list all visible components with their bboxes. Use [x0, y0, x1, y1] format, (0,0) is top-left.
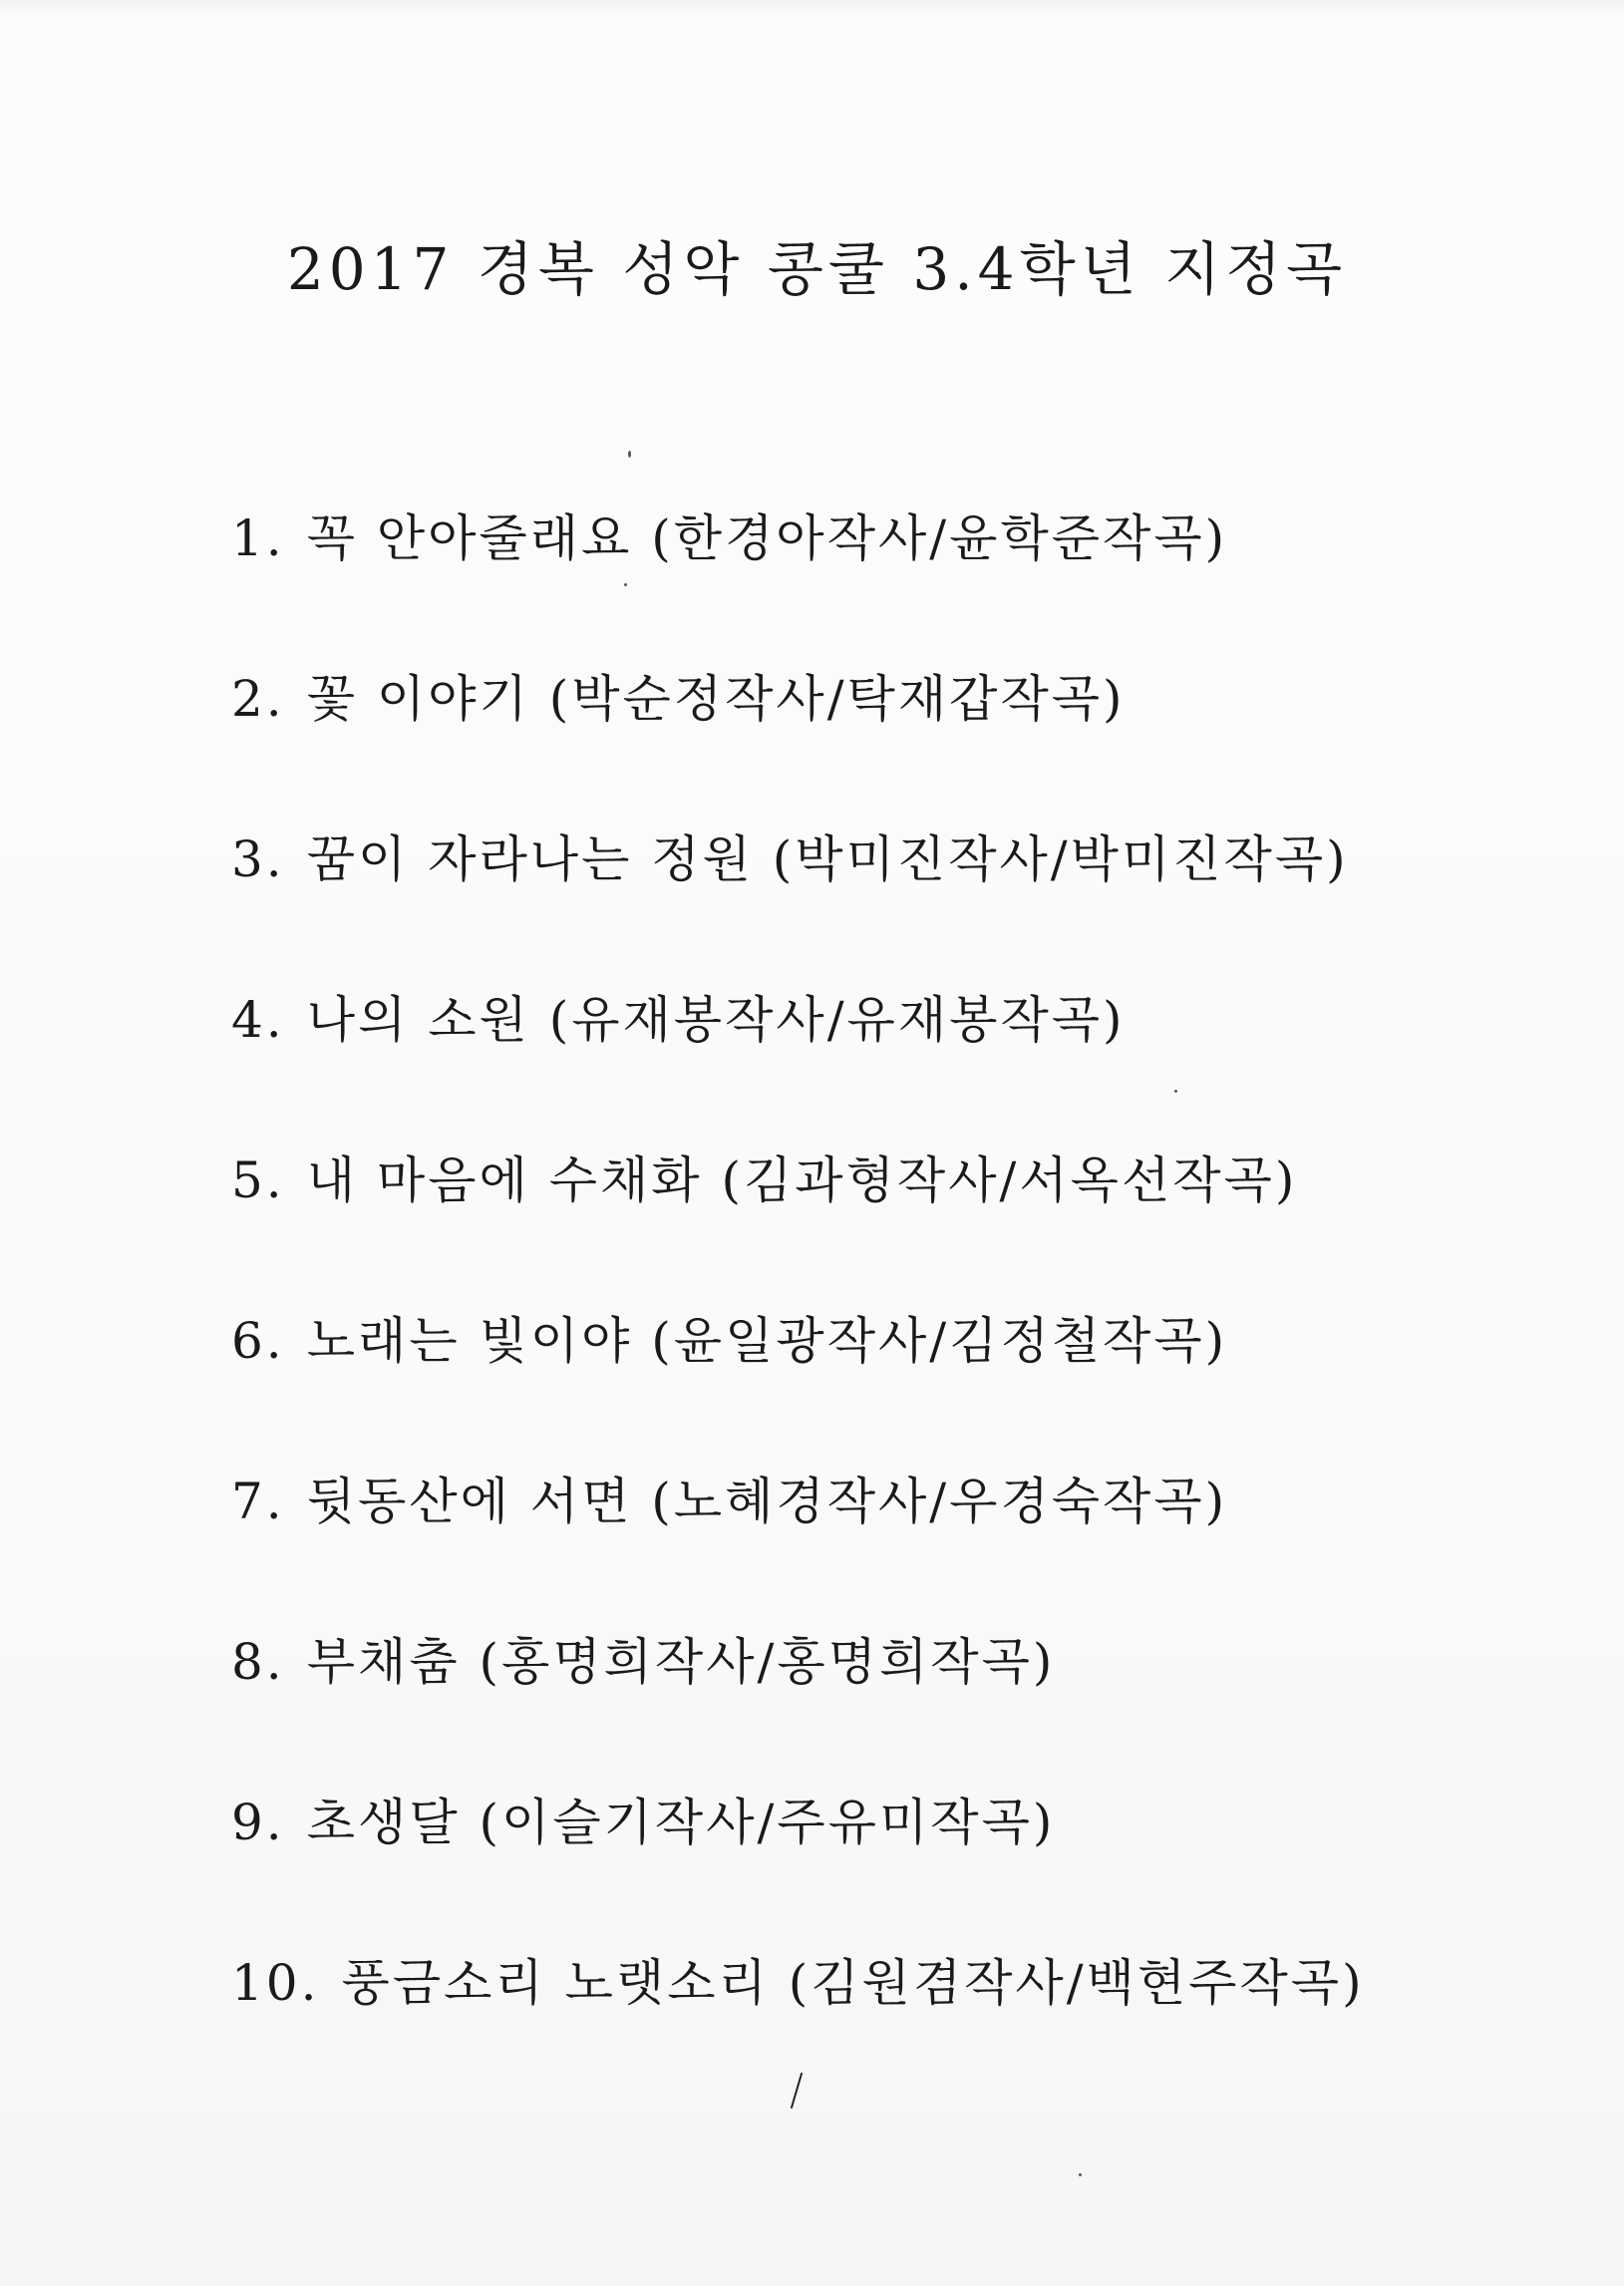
song-item: [231, 1948, 1428, 2109]
song-text: 나의 소원 (유재봉작사/유재봉작곡): [306, 991, 1126, 1049]
song-number: 2.: [231, 670, 285, 728]
song-number: 10.: [231, 1954, 320, 2012]
song-list: [231, 503, 1428, 2109]
song-item: [231, 1306, 1428, 1467]
document-title: 2017 경복 성악 콩쿨 3.4학년 지정곡: [286, 235, 1348, 303]
pen-stroke-mark: [788, 2072, 808, 2112]
scan-speck: [624, 583, 627, 586]
scan-speck: [1174, 1090, 1177, 1093]
song-item: [231, 1467, 1428, 1627]
song-item: [231, 664, 1428, 824]
song-number: 9.: [231, 1794, 285, 1851]
song-text: 노래는 빛이야 (윤일광작사/김정철작곡): [306, 1312, 1228, 1370]
song-text: 풍금소리 노랫소리 (김원겸작사/백현주작곡): [341, 1954, 1365, 2012]
song-number: 5.: [231, 1151, 285, 1209]
song-number: 1.: [231, 509, 285, 567]
song-number: 8.: [231, 1633, 285, 1691]
song-text: 꿈이 자라나는 정원 (박미진작사/박미진작곡): [306, 830, 1349, 888]
song-item: [231, 1145, 1428, 1306]
song-number: 6.: [231, 1312, 285, 1370]
song-number: 4.: [231, 991, 285, 1049]
song-item: [231, 503, 1428, 664]
song-text: 꽃 이야기 (박순정작사/탁재갑작곡): [306, 670, 1126, 728]
scan-shadow: [0, 0, 1624, 14]
song-item: [231, 1627, 1428, 1788]
song-text: 뒷동산에 서면 (노혜경작사/우경숙작곡): [306, 1472, 1228, 1530]
scan-speck: [628, 451, 631, 458]
song-text: 초생달 (이슬기작사/주유미작곡): [306, 1794, 1056, 1851]
scan-speck: [1079, 2173, 1082, 2176]
song-text: 내 마음에 수채화 (김과형작사/서옥선작곡): [306, 1151, 1298, 1209]
song-item: [231, 1788, 1428, 1948]
song-item: [231, 985, 1428, 1145]
song-text: 부채춤 (홍명희작사/홍명희작곡): [306, 1633, 1056, 1691]
song-text: 꼭 안아줄래요 (한경아작사/윤학준작곡): [306, 509, 1228, 567]
song-item: [231, 824, 1428, 985]
song-number: 7.: [231, 1472, 285, 1530]
song-number: 3.: [231, 830, 285, 888]
